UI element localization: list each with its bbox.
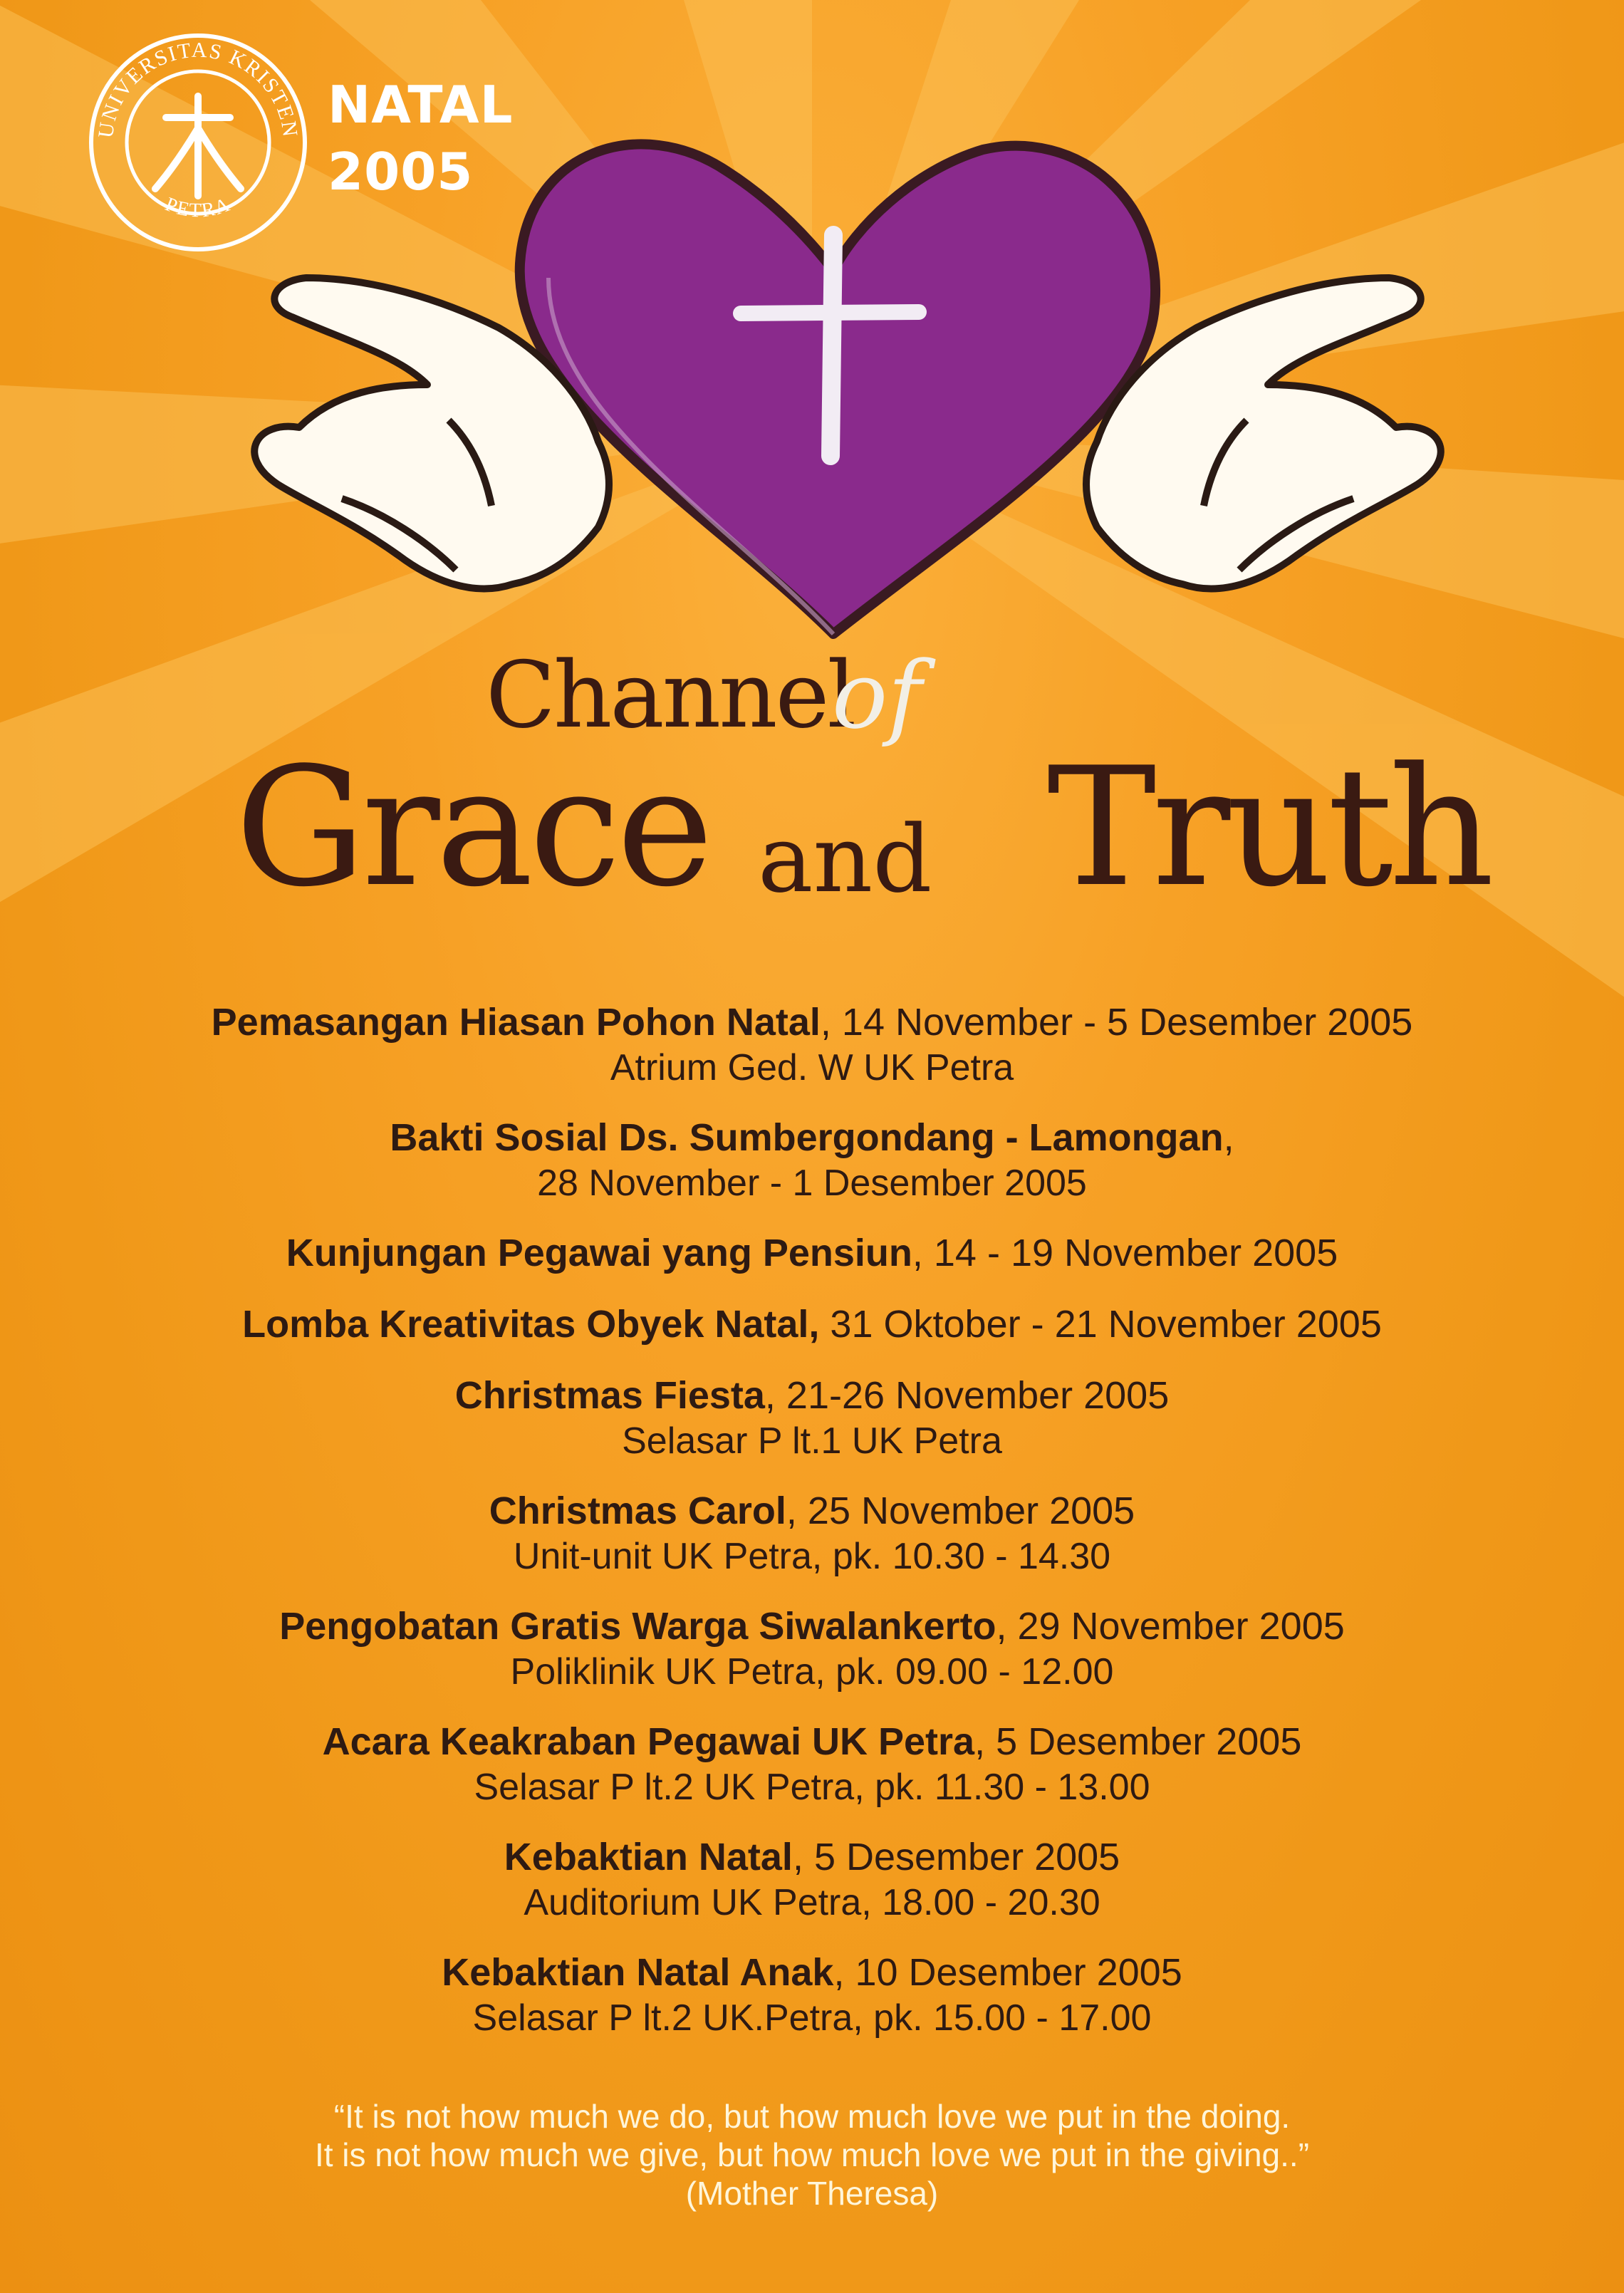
event-name: Pengobatan Gratis Warga Siwalankerto [279, 1605, 996, 1648]
title-grace: Grace [235, 733, 709, 923]
event-detail: Selasar P lt.1 UK Petra [622, 1420, 1002, 1462]
event-detail: Unit-unit UK Petra, pk. 10.30 - 14.30 [513, 1536, 1111, 1577]
event-list [100, 999, 1524, 2064]
event-name: Kunjungan Pegawai yang Pensiun [286, 1232, 912, 1274]
event-name: Kebaktian Natal Anak [442, 1951, 834, 1994]
event-detail: Atrium Ged. W UK Petra [610, 1047, 1014, 1088]
event-date: 31 Oktober - 21 November 2005 [819, 1303, 1382, 1346]
event-detail: 28 November - 1 Desember 2005 [537, 1163, 1087, 1204]
event-name: Lomba Kreativitas Obyek Natal, [242, 1303, 820, 1346]
event-name: Christmas Carol [489, 1489, 786, 1532]
event-name: Acara Keakraban Pegawai UK Petra [322, 1720, 975, 1763]
event-item [100, 1487, 1524, 1579]
event-item [100, 1603, 1524, 1694]
quote-block [171, 2097, 1453, 2213]
title-channel: Channel [486, 643, 855, 749]
event-date: , 10 Desember 2005 [833, 1951, 1182, 1994]
event-date: , 14 - 19 November 2005 [912, 1232, 1338, 1274]
title-truth: Truth [1047, 733, 1491, 923]
event-date: , 25 November 2005 [786, 1489, 1135, 1532]
event-date: , 29 November 2005 [996, 1605, 1345, 1648]
event-name: Pemasangan Hiasan Pohon Natal [211, 1001, 821, 1044]
event-detail: Auditorium UK Petra, 18.00 - 20.30 [524, 1882, 1100, 1923]
quote-line-1: “It is not how much we do, but how much love we put in the doing. [333, 2098, 1291, 2135]
natal-year: 2005 [328, 142, 474, 202]
heart-hands-illustration [214, 85, 1482, 727]
title-and: and [758, 805, 932, 913]
event-date: , 5 Desember 2005 [792, 1836, 1120, 1878]
title-of: of [832, 641, 922, 749]
event-name: Bakti Sosial Ds. Sumbergondang - Lamongan [390, 1116, 1224, 1159]
event-item [100, 1718, 1524, 1809]
event-item [100, 1114, 1524, 1205]
logo-text-top: UNIVERSITAS KRISTEN [93, 38, 303, 140]
event-date: , 5 Desember 2005 [974, 1720, 1302, 1763]
logo-text-bottom: PETRA [162, 193, 234, 222]
event-item [100, 999, 1524, 1090]
event-detail: Selasar P lt.2 UK Petra, pk. 11.30 - 13.00 [474, 1767, 1150, 1808]
event-date: , 21-26 November 2005 [764, 1374, 1170, 1417]
event-detail: Selasar P lt.2 UK.Petra, pk. 15.00 - 17.00 [472, 1997, 1152, 2039]
event-date: , 14 November - 5 Desember 2005 [820, 1001, 1413, 1044]
event-item [100, 1372, 1524, 1463]
event-item [100, 1834, 1524, 1925]
event-name: Kebaktian Natal [504, 1836, 793, 1878]
natal-label: NATAL [328, 75, 514, 135]
event-detail: Poliklinik UK Petra, pk. 09.00 - 12.00 [510, 1651, 1114, 1693]
event-item [100, 1301, 1524, 1348]
quote-line-2: It is not how much we give, but how much love we put in the giving..” [314, 2136, 1310, 2173]
event-item [100, 1949, 1524, 2040]
event-date: , [1223, 1116, 1234, 1159]
event-item [100, 1229, 1524, 1277]
quote-author: (Mother Theresa) [685, 2175, 939, 2212]
event-name: Christmas Fiesta [454, 1374, 765, 1417]
